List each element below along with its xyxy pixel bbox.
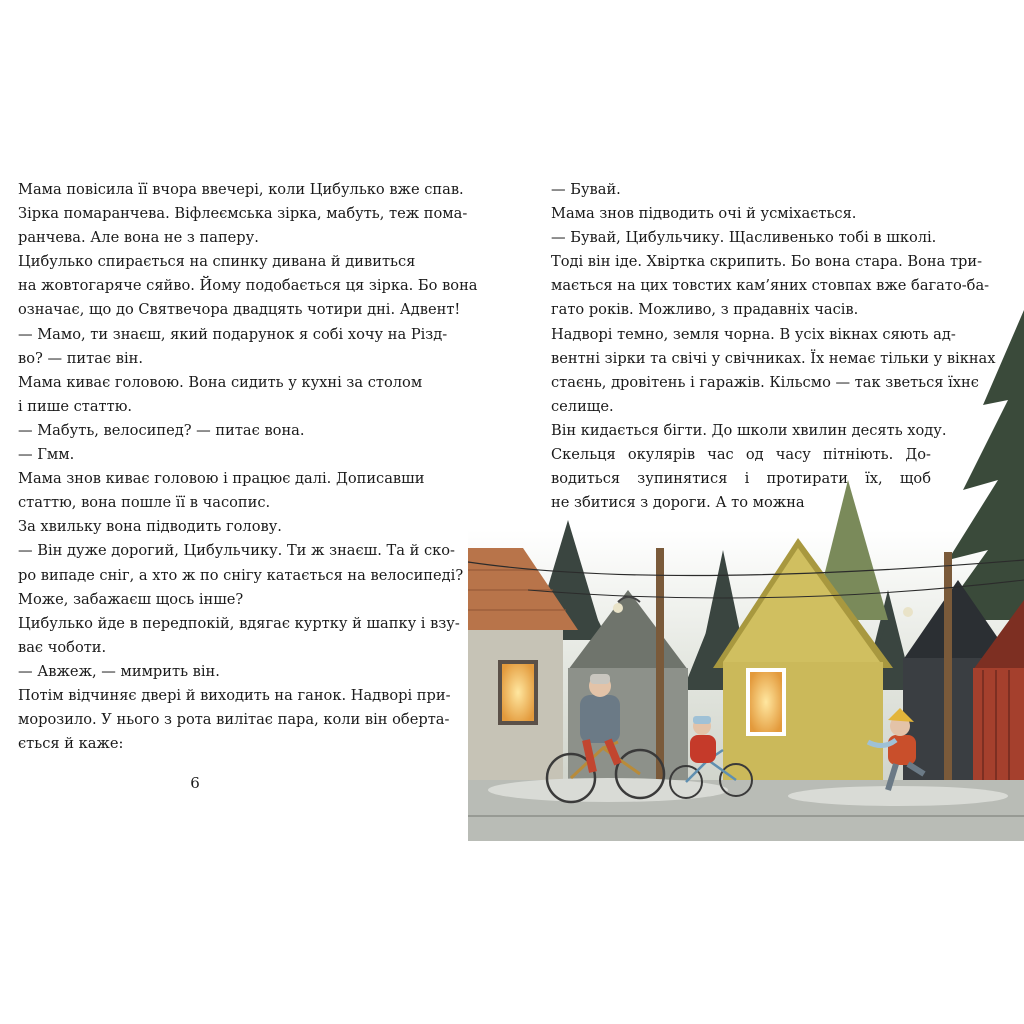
- street-lamp-right: [903, 607, 913, 617]
- road: [468, 778, 1024, 841]
- left-page: [18, 178, 478, 756]
- text-line: статтю, вона пошле її в часопис.: [18, 494, 271, 512]
- paragraph: [551, 178, 931, 202]
- window-glow-yellow: [750, 672, 782, 732]
- text-line: селище.: [551, 397, 614, 415]
- text-line: — Він дуже дорогий, Цибульчику. Ти ж знаєш. Та й ско-: [18, 542, 455, 560]
- text-line: гато років. Можливо, з прадавніх часів.: [551, 301, 859, 319]
- text-line: — Мабуть, велосипед? — питає вона.: [18, 421, 305, 439]
- text-line: ється й каже:: [18, 735, 124, 753]
- text-line: Мама киває головою. Вона сидить у кухні за столом: [18, 373, 423, 391]
- paragraph: [18, 684, 451, 756]
- text-line: означає, що до Святвечора двадцять чотири дні. Адвент!: [18, 301, 461, 319]
- paragraph: [18, 323, 448, 371]
- text-line: Тоді він іде. Хвіртка скрипить. Бо вона стара. Вона три-: [551, 253, 983, 271]
- text-line: стаєнь, дровітень і гаражів. Кільсмо — так зветься їхнє: [551, 373, 979, 391]
- text-line: не збитися з дороги. А то можна: [551, 494, 805, 512]
- text-line: Зірка помаранчева. Віфлеємська зірка, мабуть, теж пома-: [18, 205, 468, 223]
- text-line: Потім відчиняє двері й виходить на ганок. Надворі при-: [18, 686, 451, 704]
- page-number: 6: [190, 774, 200, 792]
- text-line: — Мамо, ти знаєш, який подарунок я собі хочу на Різд-: [18, 325, 448, 343]
- text-line: морозило. У нього з рота вилітає пара, коли він оберта-: [18, 711, 450, 729]
- text-line: Мама знов киває головою і працює далі. Дописавши: [18, 470, 425, 488]
- text-line: водиться зупинятися і протирати їх, щоб: [551, 470, 931, 488]
- text-line: Він кидається бігти. До школи хвилин десять ходу.: [551, 421, 947, 439]
- text-line: — Бувай, Цибульчику. Щасливенько тобі в школі.: [551, 229, 937, 247]
- paragraph: [18, 515, 386, 539]
- paragraph: [18, 660, 386, 684]
- text-line: ває чоботи.: [18, 638, 107, 656]
- paragraph: [18, 612, 460, 660]
- paragraph: [18, 178, 468, 250]
- paragraph: [18, 443, 386, 467]
- paragraph: [551, 226, 937, 250]
- text-line: За хвильку вона підводить голову.: [18, 518, 282, 536]
- window-glow-left: [502, 664, 534, 721]
- paragraph: [18, 250, 478, 322]
- village-illustration: [468, 290, 1024, 841]
- text-line: і пише статтю.: [18, 397, 133, 415]
- text-line: — Авжеж, — мимрить він.: [18, 662, 220, 680]
- text-line: — Бувай.: [551, 181, 621, 198]
- text-line: Мама повісила її вчора ввечері, коли Цибулько вже спав.: [18, 181, 464, 198]
- text-line: Мама знов підводить очі й усміхається.: [551, 205, 857, 223]
- text-line: — Гмм.: [18, 446, 75, 464]
- paragraph: [18, 539, 464, 611]
- paragraph: [18, 467, 425, 515]
- text-line: Цибулько йде в передпокій, вдягає куртку й шапку і взу-: [18, 614, 460, 632]
- paragraph: [551, 202, 931, 226]
- text-line: мається на цих товстих кам’яних стовпах вже багато-ба-: [551, 277, 990, 295]
- text-line: Цибулько спирається на спинку дивана й дивиться: [18, 253, 416, 271]
- text-line: Надворі темно, земля чорна. В усіх вікнах сяють ад-: [551, 325, 956, 343]
- text-line: ранчева. Але вона не з паперу.: [18, 229, 259, 247]
- street-lamp-left: [613, 603, 623, 613]
- text-line: Може, забажаєш щось інше?: [18, 590, 244, 608]
- text-line: на жовтогаряче сяйво. Йому подобається ця зірка. Бо вона: [18, 277, 478, 295]
- text-line: во? — питає він.: [18, 349, 143, 367]
- paragraph: [18, 371, 423, 419]
- text-line: вентні зірки та свічі у свічниках. Їх немає тільки у вікнах: [551, 349, 996, 367]
- text-line: ро випаде сніг, а хто ж по снігу катається на велосипеді?: [18, 566, 464, 584]
- text-line: Скельця окулярів час од часу пітніють. До-: [551, 446, 931, 464]
- paragraph: [18, 419, 386, 443]
